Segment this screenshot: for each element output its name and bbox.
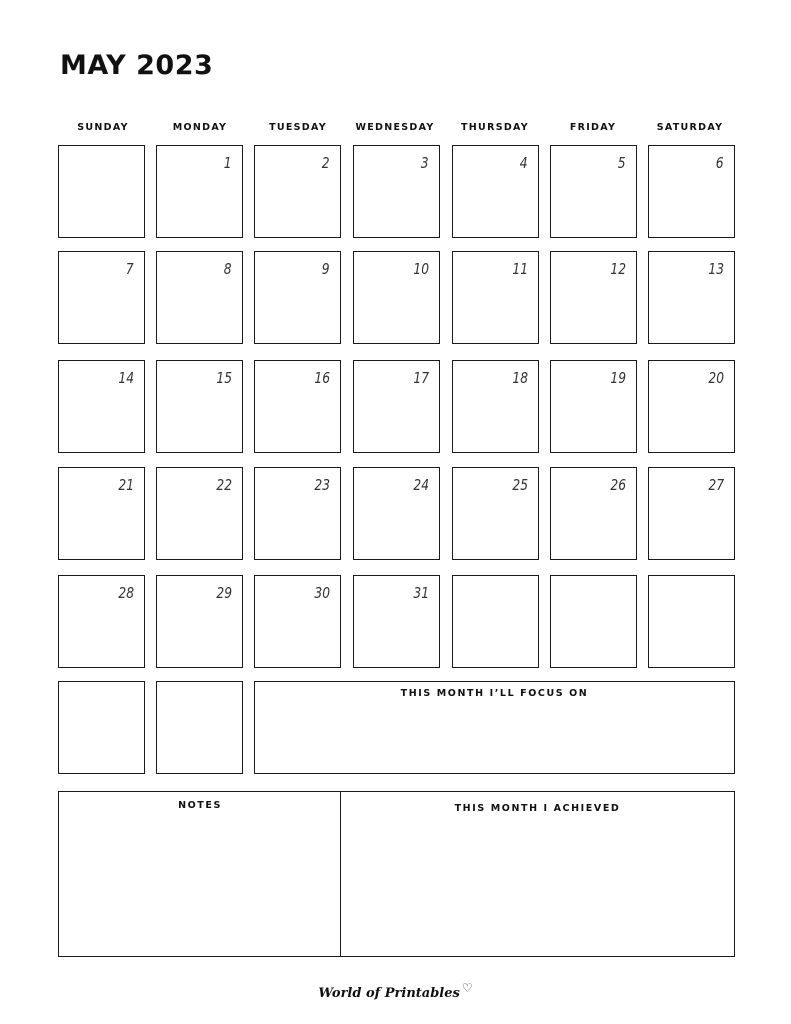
day-number: 18: [512, 369, 528, 387]
day-number: 25: [512, 476, 528, 494]
weekday-tuesday: TUESDAY: [269, 122, 327, 133]
day-number: 21: [118, 476, 134, 494]
day-number: 15: [216, 369, 232, 387]
day-number: 17: [413, 369, 429, 387]
day-cell: [550, 145, 637, 238]
weekday-saturday: SATURDAY: [656, 122, 724, 133]
day-number: 14: [118, 369, 134, 387]
day-cell: [550, 467, 637, 560]
day-cell: [353, 145, 440, 238]
day-cell: [254, 467, 341, 560]
brand-logo: [0, 981, 791, 1001]
achieved-label: THIS MONTH I ACHIEVED: [454, 803, 621, 814]
focus-box: [254, 681, 735, 774]
day-number: 26: [610, 476, 626, 494]
weekday-thursday: THURSDAY: [461, 122, 529, 133]
day-cell: [452, 251, 539, 344]
day-number: 5: [618, 154, 626, 172]
day-cell: [648, 360, 735, 453]
day-cell: [452, 360, 539, 453]
day-cell: [156, 360, 243, 453]
day-number: 6: [716, 154, 724, 172]
day-number: 8: [224, 260, 232, 278]
weekday-monday: MONDAY: [172, 122, 228, 133]
day-number: 10: [413, 260, 429, 278]
day-cell: [156, 575, 243, 668]
day-cell: [648, 145, 735, 238]
day-number: 19: [610, 369, 626, 387]
day-cell: [58, 145, 145, 238]
day-number: 30: [314, 584, 330, 602]
day-cell: [156, 145, 243, 238]
heart-icon: ♡: [461, 981, 473, 995]
day-cell: [353, 360, 440, 453]
day-number: 12: [610, 260, 626, 278]
day-number: 4: [520, 154, 528, 172]
day-cell: [254, 360, 341, 453]
weekday-sunday: SUNDAY: [77, 122, 129, 133]
day-cell: [648, 575, 735, 668]
extra-cell: [58, 681, 145, 774]
day-cell: [648, 467, 735, 560]
day-number: 27: [708, 476, 724, 494]
day-cell: [353, 251, 440, 344]
day-cell: [58, 575, 145, 668]
day-cell: [58, 360, 145, 453]
day-number: 2: [322, 154, 330, 172]
day-number: 31: [413, 584, 429, 602]
extra-cell: [156, 681, 243, 774]
day-number: 16: [314, 369, 330, 387]
notes-box: [58, 791, 342, 957]
day-cell: [550, 251, 637, 344]
day-cell: [452, 575, 539, 668]
day-number: 3: [421, 154, 429, 172]
brand-name: World of Printables: [318, 986, 460, 1001]
notes-label: NOTES: [178, 800, 222, 811]
day-number: 9: [322, 260, 330, 278]
achieved-box: [340, 791, 735, 957]
day-cell: [156, 467, 243, 560]
weekday-friday: FRIDAY: [569, 122, 617, 133]
day-cell: [254, 251, 341, 344]
day-number: 24: [413, 476, 429, 494]
day-number: 13: [708, 260, 724, 278]
day-number: 1: [224, 154, 232, 172]
day-cell: [58, 251, 145, 344]
day-cell: [550, 360, 637, 453]
day-cell: [254, 575, 341, 668]
weekday-wednesday: WEDNESDAY: [355, 122, 435, 133]
day-cell: [58, 467, 145, 560]
day-cell: [452, 467, 539, 560]
day-cell: [156, 251, 243, 344]
day-number: 23: [314, 476, 330, 494]
day-number: 22: [216, 476, 232, 494]
day-number: 20: [708, 369, 724, 387]
day-cell: [550, 575, 637, 668]
day-cell: [648, 251, 735, 344]
day-number: 28: [118, 584, 134, 602]
day-cell: [353, 467, 440, 560]
day-number: 7: [126, 260, 134, 278]
day-cell: [254, 145, 341, 238]
day-cell: [452, 145, 539, 238]
page-title: MAY 2023: [60, 50, 214, 81]
day-cell: [353, 575, 440, 668]
focus-label: THIS MONTH I’LL FOCUS ON: [400, 688, 589, 699]
day-number: 29: [216, 584, 232, 602]
day-number: 11: [512, 260, 528, 278]
